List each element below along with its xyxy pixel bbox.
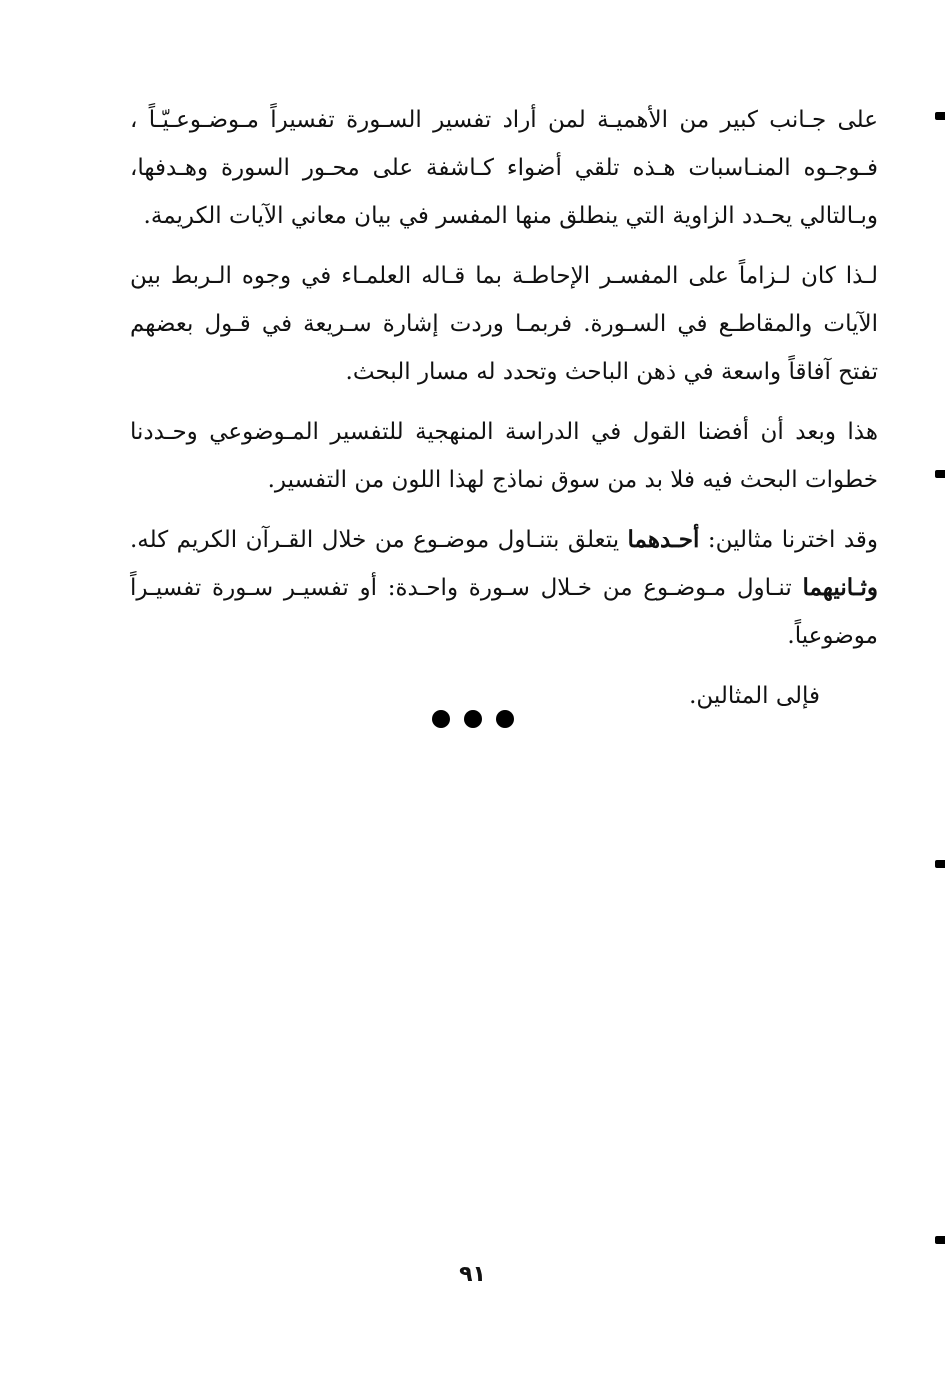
section-separator <box>0 710 945 728</box>
paragraph-4-bold-2: وثـانيهما <box>802 574 878 601</box>
paragraph-5: فإلى المثالين. <box>689 683 820 709</box>
paragraph-4-part-3: تنـاول مـوضـوع من خـلال سـورة واحـدة: أو تفسيـر سـورة تفسيـراً موضوعياً. <box>130 575 878 649</box>
paragraph-4-part-1: وقد اخترنا مثالين: <box>699 527 878 553</box>
paragraph-4-bold-1: أحـدهما <box>627 526 700 553</box>
paragraph-3: هذا وبعد أن أفضنا القول في الدراسة المنهجية للتفسير المـوضوعي وحـددنا خطوات البحث فيه فلا بد من سوق نماذج لهذا اللون من التفسير. <box>130 419 878 493</box>
page-number: ٩١ <box>459 1262 486 1287</box>
paragraph-1: على جـانب كبير من الأهميـة لمن أراد تفسير السـورة تفسيراً مـوضـوعـيّـاً ، فـوجـوه المنـاسبات هـذه تلقي أضواء كـاشفة على محـور السورة وهـدفها، وبـالتالي يحـدد الزاوية التي ينطلق منها المفسر في بيان معاني الآيات الكريمة. <box>130 107 878 229</box>
edge-scan-mark-icon <box>935 112 945 120</box>
separator-dot-icon <box>464 710 482 728</box>
paragraph-4-part-2: يتعلق بتنـاول موضـوع من خلال القـرآن الكريم كله. <box>130 527 628 553</box>
edge-scan-mark-icon <box>935 470 945 478</box>
separator-dot-icon <box>432 710 450 728</box>
paragraph-4 <box>130 516 878 660</box>
edge-scan-mark-icon <box>935 860 945 868</box>
separator-dot-icon <box>496 710 514 728</box>
edge-scan-mark-icon <box>935 1236 945 1244</box>
body-text <box>130 96 878 732</box>
paragraph-2: لـذا كان لـزاماً على المفسـر الإحاطـة بما قـاله العلمـاء في وجوه الـربط بين الآيات والمقاطـع في السـورة. فربمـا وردت إشارة سـريعة في قـول بعضهم تفتح آفاقاً واسعة في ذهن الباحث وتحدد له مسار البحث. <box>130 263 878 385</box>
